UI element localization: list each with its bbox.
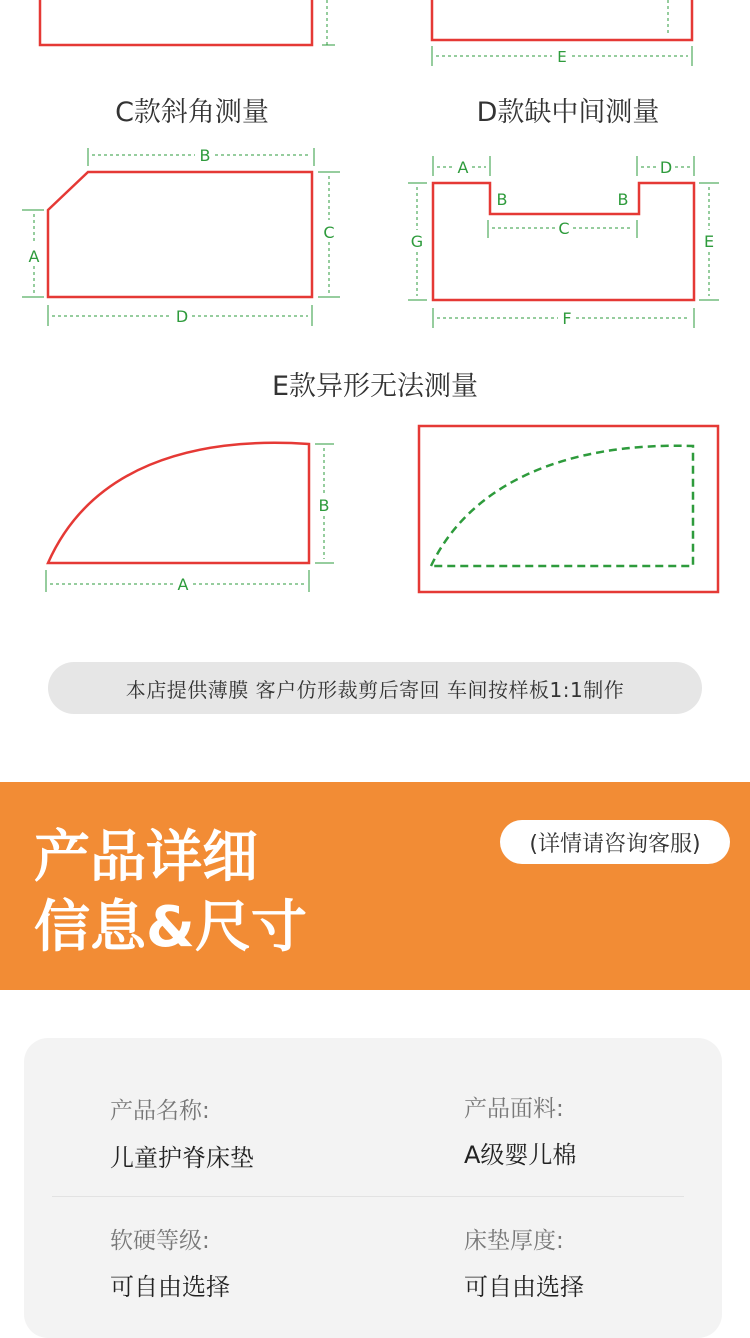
notice-text: 本店提供薄膜 客户仿形裁剪后寄回 车间按样板1:1制作 — [125, 677, 625, 702]
c-style-title: C款斜角测量 — [115, 97, 269, 128]
c-shape-outline — [48, 172, 312, 297]
label-g: G — [410, 232, 424, 251]
section-title-line1: 产品详细 — [34, 825, 258, 890]
consult-service-text: (详情请咨询客服) — [529, 831, 701, 857]
spec-divider — [52, 1196, 684, 1197]
spec-value-thickness: 可自由选择 — [464, 1273, 584, 1301]
template-dashed-cut — [431, 446, 693, 566]
d-style-title: D款缺中间测量 — [476, 97, 660, 128]
e-curve-outline — [48, 443, 309, 563]
label-d: D — [175, 307, 189, 326]
label-a: A — [28, 247, 40, 266]
label-f: F — [562, 309, 572, 328]
e-irregular-diagram — [0, 420, 375, 600]
e-template-diagram — [375, 420, 750, 600]
spec-label-fabric: 产品面料: — [464, 1096, 564, 1122]
partial-rect-right — [432, 0, 692, 40]
e-style-title: E款异形无法测量 — [271, 371, 479, 402]
label-a: A — [457, 158, 469, 177]
product-details-header — [0, 782, 750, 990]
label-d: D — [659, 158, 673, 177]
top-partial-shapes — [0, 0, 750, 75]
spec-label-firmness: 软硬等级: — [110, 1228, 210, 1254]
label-c: C — [558, 219, 570, 238]
c-bevel-diagram — [0, 140, 375, 340]
label-b-left: B — [496, 190, 508, 209]
spec-value-fabric: A级婴儿棉 — [464, 1141, 577, 1169]
notice-banner — [48, 662, 702, 714]
label-b: B — [199, 146, 211, 165]
label-c: C — [323, 223, 335, 242]
product-spec-card — [24, 1038, 722, 1338]
section-title-line2: 信息&尺寸 — [34, 895, 307, 960]
d-shape-outline — [433, 183, 694, 300]
d-notch-diagram — [375, 140, 750, 340]
spec-label-thickness: 床垫厚度: — [464, 1228, 564, 1254]
spec-label-name: 产品名称: — [110, 1098, 210, 1124]
spec-value-firmness: 可自由选择 — [110, 1273, 230, 1301]
label-b-right: B — [617, 190, 629, 209]
label-e: E — [703, 232, 715, 251]
spec-value-name: 儿童护脊床垫 — [110, 1144, 254, 1172]
label-e-top: E — [557, 48, 567, 66]
consult-service-badge — [500, 820, 730, 864]
label-b: B — [318, 496, 330, 515]
label-a: A — [177, 575, 189, 594]
partial-rect-left — [40, 0, 312, 45]
